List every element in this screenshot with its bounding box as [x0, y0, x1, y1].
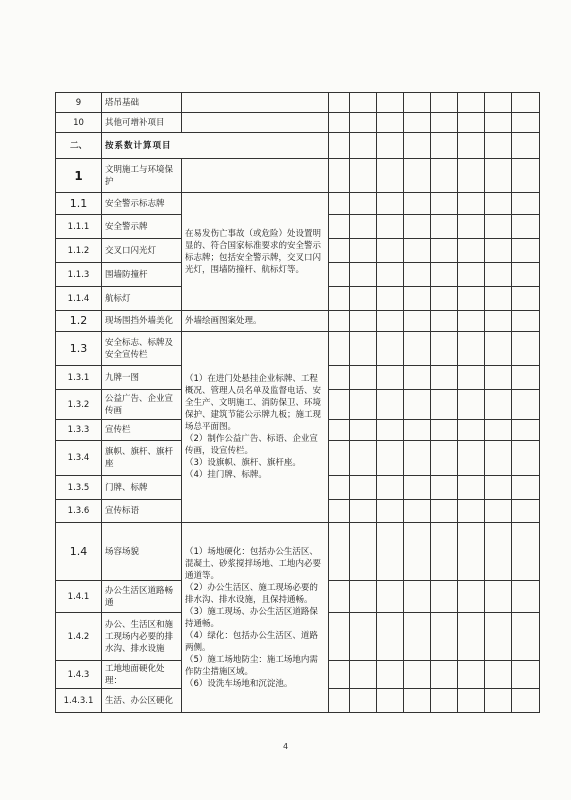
item-desc [182, 93, 329, 113]
item-number: 10 [56, 113, 102, 133]
item-name: 交叉口闪光灯 [102, 239, 182, 263]
item-number: 1.1.4 [56, 287, 102, 311]
desc-line: （3）施工现场、办公生活区道路保持通畅。 [185, 606, 318, 629]
item-number: 1.3.5 [56, 476, 102, 500]
item-name: 门牌、标牌 [102, 476, 182, 500]
desc-line: （6）设洗车场地和沉淀池。 [185, 678, 293, 689]
item-number: 1.4 [56, 523, 102, 581]
item-number: 1.3.2 [56, 390, 102, 420]
table-row [56, 113, 540, 133]
item-name: 安全警示标志牌 [102, 193, 182, 215]
item-number: 1.3.6 [56, 500, 102, 523]
item-name: 安全标志、标牌及安全宣传栏 [102, 332, 182, 366]
desc-line: （1）场地硬化：包括办公生活区、混凝土、砂浆搅拌场地、工地内必要通道等。 [185, 546, 322, 581]
desc-line: （4）绿化：包括办公生活区、道路两侧。 [185, 630, 318, 653]
item-name: 文明施工与环境保护 [102, 159, 182, 193]
item-name: 航标灯 [102, 287, 182, 311]
table-row [56, 523, 540, 581]
desc-line: （2）制作公益广告、标语、企业宣传画，设宣传栏。 [185, 434, 318, 456]
item-desc: 外墙绘画图案处理。 [182, 311, 329, 332]
item-name: 宣传栏 [102, 420, 182, 441]
item-desc [182, 113, 329, 133]
item-desc: 在易发伤亡事故（或危险）处设置明显的、符合国家标准要求的安全警示标志牌；包括安全警示牌，交叉口闪光灯，围墙防撞杆、航标灯等。 [182, 193, 329, 311]
item-name: 现场围挡外墙美化 [102, 311, 182, 332]
item-desc [182, 159, 329, 193]
item-name: 办公、生活区和施工现场内必要的排水沟、排水设施 [102, 613, 182, 661]
item-name: 工地地面硬化处理： [102, 661, 182, 689]
item-number: 1.1 [56, 193, 102, 215]
item-number: 1.4.2 [56, 613, 102, 661]
table-row [56, 159, 540, 193]
item-number: 1.3.1 [56, 366, 102, 390]
item-name: 宣传标语 [102, 500, 182, 523]
table-row [56, 311, 540, 332]
item-number: 1.4.3 [56, 661, 102, 689]
item-number: 1.1.2 [56, 239, 102, 263]
table-row [56, 332, 540, 366]
item-number: 1.4.3.1 [56, 689, 102, 713]
item-number: 1.3.3 [56, 420, 102, 441]
desc-line: （4）挂门牌、标牌。 [185, 470, 267, 480]
item-number: 9 [56, 93, 102, 113]
item-desc-list [182, 523, 329, 713]
item-name: 场容场貌 [102, 523, 182, 581]
section-row [56, 133, 540, 159]
desc-line: （3）设旗帜、旗杆、旗杆座。 [185, 458, 301, 468]
item-name: 旗帜、旗杆、旗杆座 [102, 441, 182, 476]
item-name: 围墙防撞杆 [102, 263, 182, 287]
item-desc-list [182, 332, 329, 523]
item-name: 生活、办公区硬化 [102, 689, 182, 713]
item-number: 1.3 [56, 332, 102, 366]
item-name: 安全警示牌 [102, 215, 182, 239]
item-name: 办公生活区道路畅通 [102, 581, 182, 613]
page-number: 4 [282, 742, 289, 751]
item-name: 公益广告、企业宣传画 [102, 390, 182, 420]
cost-item-table [55, 92, 540, 713]
table-row [56, 193, 540, 215]
section-number: 二、 [56, 133, 102, 159]
table-row [56, 93, 540, 113]
item-number: 1 [56, 159, 102, 193]
item-name: 九牌一图 [102, 366, 182, 390]
item-name: 塔吊基础 [102, 93, 182, 113]
item-number: 1.1.1 [56, 215, 102, 239]
item-number: 1.2 [56, 311, 102, 332]
desc-line: （5）施工场地防尘：施工场地内需作防尘措施区域。 [185, 654, 318, 677]
item-number: 1.3.4 [56, 441, 102, 476]
desc-line: （1）在进门处悬挂企业标牌、工程概况、管理人员名单及监督电话、安全生产、文明施工、消防保卫、环境保护、建筑节能公示牌九板；施工现场总平面图。 [185, 374, 322, 432]
item-name: 其他可增补项目 [102, 113, 182, 133]
desc-line: （2）办公生活区、施工现场必要的排水沟、排水设施，且保持通畅。 [185, 582, 318, 605]
section-title: 按系数计算项目 [102, 133, 329, 159]
item-number: 1.4.1 [56, 581, 102, 613]
item-number: 1.1.3 [56, 263, 102, 287]
